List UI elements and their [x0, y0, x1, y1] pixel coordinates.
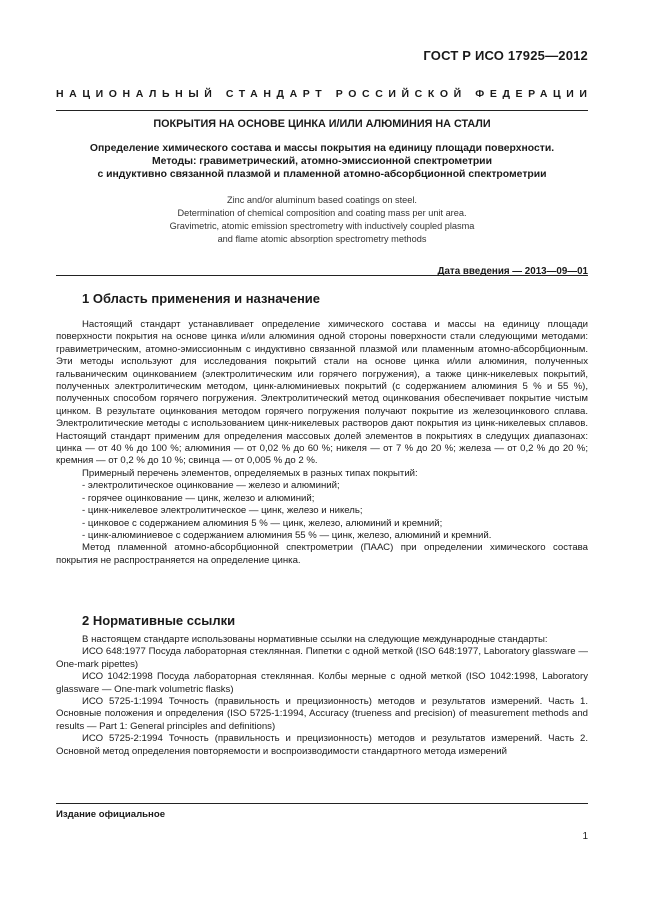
subtitle-line: Методы: гравиметрический, атомно-эмиссионной спектрометрии: [152, 156, 492, 167]
paragraph: В настоящем стандарте использованы нормативные ссылки на следующие международные стандарты:: [82, 634, 548, 645]
document-title: ПОКРЫТИЯ НА ОСНОВЕ ЦИНКА И/ИЛИ АЛЮМИНИЯ НА СТАЛИ: [153, 118, 491, 130]
section-heading-scope: 1 Область применения и назначение: [82, 291, 321, 306]
reference-item: ИСО 5725-2:1994 Точность (правильность и прецизионность) методов и результатов измерений. Часть 2. Основной метод определения повторяемости и воспроизводимости стандартного метода измерений: [56, 733, 588, 757]
paragraph: Метод пламенной атомно-абсорбционной спектрометрии (ПААС) при определении химического состава покрытия не распространяется на определение цинка.: [56, 542, 588, 566]
reference-item: ИСО 648:1977 Посуда лабораторная стеклянная. Пипетки с одной меткой (ISO 648:1977, Laboratory glassware — One-mark pipettes): [56, 646, 588, 670]
list-item: - цинковое с содержанием алюминия 5 % — цинк, железо, алюминий и кремний;: [82, 517, 443, 529]
list-item: - цинк-алюминиевое с содержанием алюминия 55 % — цинк, железо, алюминий и кремний.: [82, 529, 492, 541]
subtitle-line: Определение химического состава и массы покрытия на единицу площади поверхности.: [89, 143, 555, 154]
introduction-date: Дата введения — 2013—09—01: [437, 266, 588, 277]
national-standard-caption: НАЦИОНАЛЬНЫЙ СТАНДАРТ РОССИЙСКОЙ ФЕДЕРАЦИИ: [56, 88, 593, 100]
list-item: - электролитическое оцинкование — железо и алюминий;: [82, 480, 340, 492]
standard-number: ГОСТ Р ИСО 17925—2012: [423, 48, 588, 63]
list-item: - цинк-никелевое электролитическое — цинк, железо и никель;: [82, 505, 363, 517]
english-title: [56, 194, 588, 246]
subtitle-line: с индуктивно связанной плазмой и пламенной атомно-абсорбционной спектрометрии: [97, 169, 547, 180]
paragraph: Примерный перечень элементов, определяемых в разных типах покрытий:: [82, 467, 418, 479]
edition-label: Издание официальное: [56, 809, 166, 820]
section-body-normative-refs: [56, 634, 588, 758]
reference-item: ИСО 1042:1998 Посуда лабораторная стеклянная. Колбы мерные с одной меткой (ISO 1042:1998, Laboratory glassware — One-mark volumetric flasks): [56, 671, 588, 695]
english-title-line: Gravimetric, atomic emission spectrometry with inductively coupled plasma: [169, 221, 475, 231]
page-number: 1: [582, 831, 588, 842]
section-heading-normative-refs: 2 Нормативные ссылки: [82, 613, 236, 628]
footer-rule: [56, 803, 588, 804]
list-item: - горячее оцинкование — цинк, железо и алюминий;: [82, 492, 315, 504]
document-subtitle: [56, 142, 588, 181]
english-title-line: and flame atomic absorption spectrometry methods: [217, 234, 427, 244]
date-rule: [56, 275, 588, 276]
header-rule: [56, 110, 588, 111]
paragraph: Настоящий стандарт устанавливает определение химического состава и массы на единицу площади поверхности покрытия на основе цинка и/или алюминия одной стороны поверхности стали следующими методами: гравиметрическим, атомно-эмиссионным с индуктивно связанной плазмой или пламенным атомно-абсорбционным. Эти методы используют для исследования покрытий стали на основе цинка и/или алюминия, полученных гальваническим оцинкованием (электролитическим или горячего погружения), а также цинк-никелевых покрытий, полученных электролитическим методом, цинк-алюминиевых покрытий (с содержанием алюминия 5 % и 55 %), полученных способом горячего погружения. Электролитический метод оцинкования обеспечивает покрытие чистым цинком. В результате оцинкования методом горячего погружения получают покрытие из железоцинкового сплава. Электролитические методы с использованием цинк-никелевых растворов дают покрытия из цинк-никелевых сплавов. Настоящий стандарт применим для определения массовых долей элементов в покрытиях в следущих диапазонах: цинка — от 40 % до 100 %; алюминия — от 0,02 % до 60 %; никеля — от 7 % до 20 %; железа — от 0,2 % до 20 %; кремния — от 0,2 % до 10 %; свинца — от 0,005 % до 2 %.: [56, 319, 588, 467]
english-title-line: Determination of chemical composition and coating mass per unit area.: [177, 208, 467, 218]
english-title-line: Zinc and/or aluminum based coatings on steel.: [227, 195, 417, 205]
reference-item: ИСО 5725-1:1994 Точность (правильность и прецизионность) методов и результатов измерений. Часть 1. Основные положения и определения (ISO 5725-1:1994, Accuracy (trueness and precision) of measurement methods and results — Part 1: General principles and definitions): [56, 696, 588, 732]
section-body-scope: [56, 319, 588, 567]
